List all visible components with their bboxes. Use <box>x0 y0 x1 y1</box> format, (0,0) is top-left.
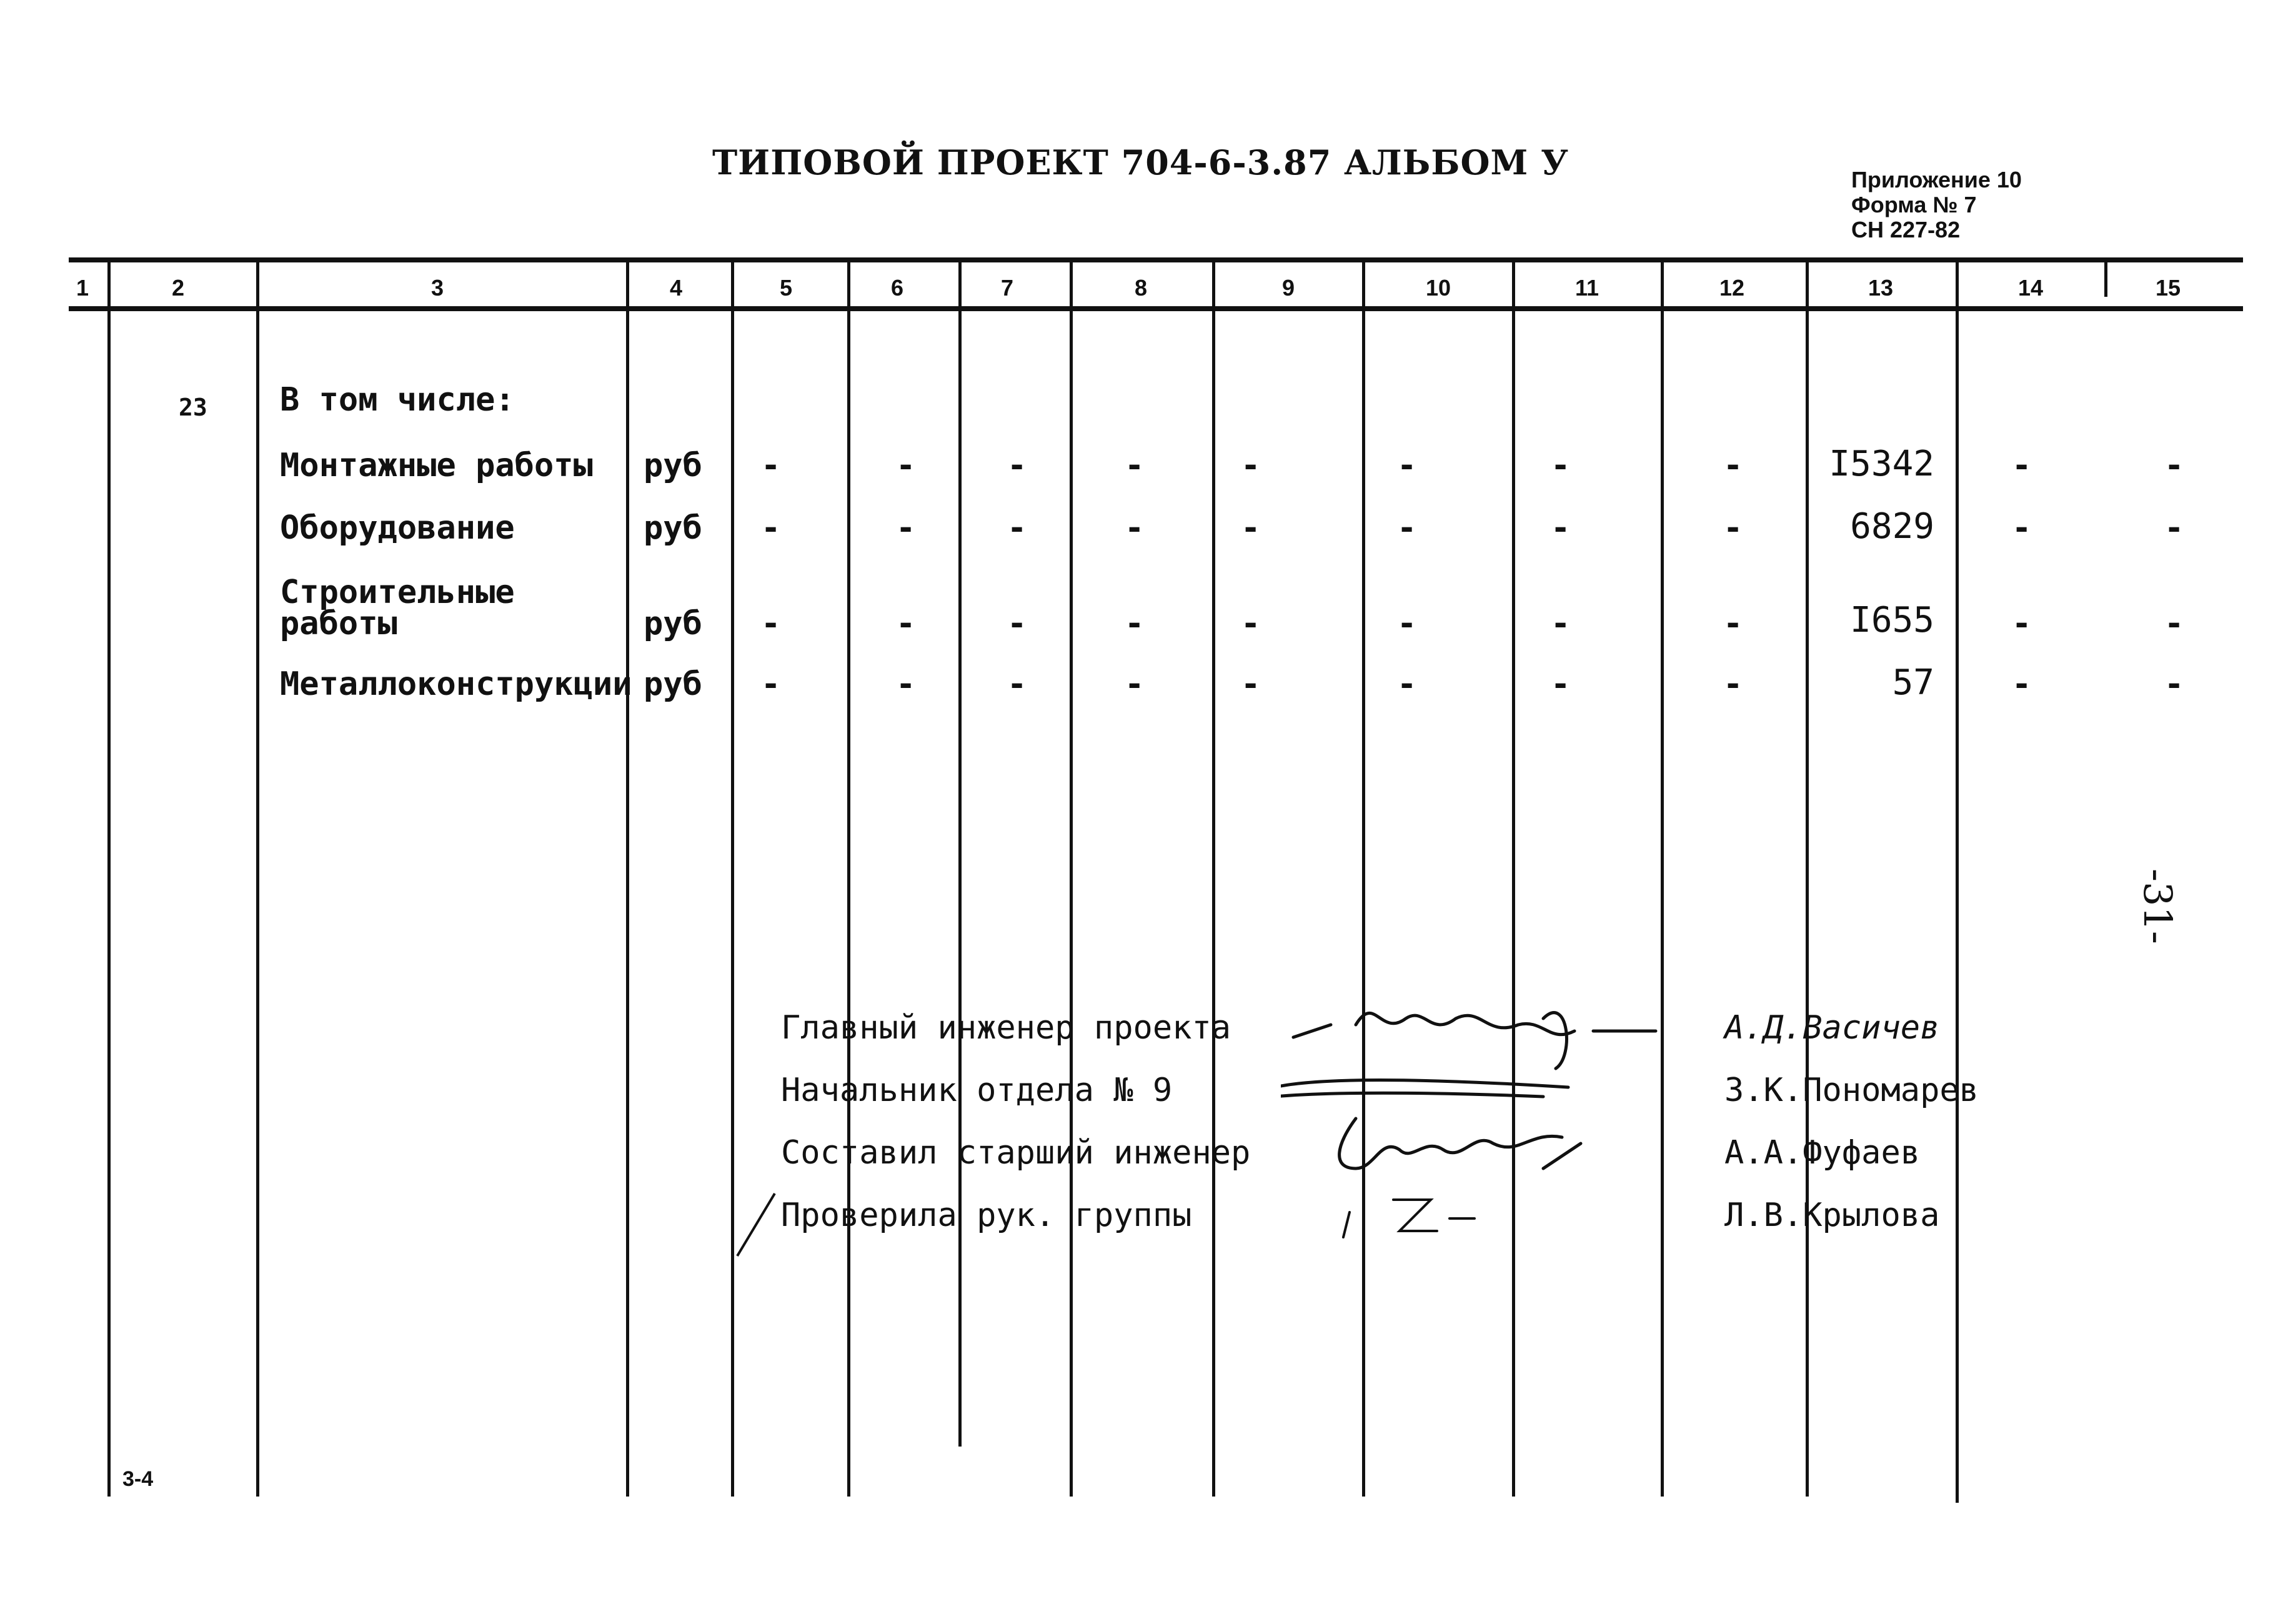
row-dash: - <box>1397 509 1417 547</box>
row-dash: - <box>1551 605 1571 642</box>
row-dash: - <box>1397 605 1417 642</box>
row-unit: руб <box>644 605 702 642</box>
row-dash-col14: - <box>2012 447 2032 484</box>
row-name: Монтажные работы <box>280 447 593 484</box>
row-value-col13: 6829 <box>1850 506 1934 547</box>
row-dash-col15: - <box>2164 605 2184 642</box>
column-divider <box>1362 259 1365 1497</box>
column-number: 2 <box>171 275 185 301</box>
row-name-line1: Строительные <box>280 574 515 611</box>
sheet-code: 3-4 <box>122 1467 154 1491</box>
row-dash: - <box>761 605 781 642</box>
row-dash: - <box>1551 509 1571 547</box>
row-dash: - <box>896 447 916 484</box>
column-number: 4 <box>669 275 683 301</box>
signature-name: А.А.Фуфаев <box>1724 1134 1921 1172</box>
column-number: 7 <box>1000 275 1014 301</box>
row-dash: - <box>1241 605 1261 642</box>
row-value-col13: I655 <box>1850 600 1934 640</box>
column-number: 8 <box>1134 275 1148 301</box>
row-dash: - <box>1723 605 1743 642</box>
row-dash: - <box>1723 665 1743 703</box>
column-number: 9 <box>1281 275 1295 301</box>
row-dash: - <box>1241 665 1261 703</box>
appendix-block <box>1851 167 2022 242</box>
signature-role: Начальник отдела № 9 <box>781 1072 1173 1109</box>
column-divider <box>731 259 734 1497</box>
handwritten-signature <box>1281 981 1668 1193</box>
row-dash: - <box>1551 447 1571 484</box>
standard-line: СН 227-82 <box>1851 217 1961 242</box>
signature-role: Составил старший инженер <box>781 1134 1251 1172</box>
row-value-col13: 57 <box>1892 662 1934 703</box>
row-dash: - <box>1007 605 1027 642</box>
row-dash: - <box>1723 509 1743 547</box>
column-number: 1 <box>76 275 89 301</box>
row-dash: - <box>1007 447 1027 484</box>
signature-name: А.Д.Васичев <box>1724 1009 1940 1047</box>
column-divider <box>1212 259 1215 1497</box>
row-dash: - <box>896 665 916 703</box>
row-name-line2: работы <box>280 605 397 642</box>
row-dash: - <box>1007 665 1027 703</box>
handwritten-initials <box>1337 1175 1525 1250</box>
row-dash: - <box>1397 665 1417 703</box>
column-number: 5 <box>779 275 793 301</box>
column-divider <box>1512 259 1515 1497</box>
row-dash: - <box>1241 447 1261 484</box>
row-dash: - <box>761 509 781 547</box>
row-dash: - <box>1125 509 1145 547</box>
signature-role: Проверила рук. группы <box>781 1197 1192 1234</box>
column-number: 10 <box>1425 275 1451 301</box>
form-line: Форма № 7 <box>1851 192 1977 217</box>
row-dash: - <box>1007 509 1027 547</box>
row-dash: - <box>761 447 781 484</box>
row-dash: - <box>1723 447 1743 484</box>
column-number: 11 <box>1574 275 1599 301</box>
row-dash: - <box>1125 605 1145 642</box>
column-number: 3 <box>430 275 444 301</box>
page-number: -31- <box>2135 869 2181 944</box>
row-dash: - <box>896 605 916 642</box>
row-dash-col15: - <box>2164 665 2184 703</box>
column-divider <box>958 259 962 1447</box>
column-divider <box>847 259 850 1497</box>
table-top-rule <box>69 257 2243 262</box>
header-bottom-rule <box>69 306 2243 311</box>
row-dash: - <box>1125 665 1145 703</box>
column-divider <box>626 259 629 1497</box>
row-unit: руб <box>644 447 702 484</box>
column-divider <box>1070 259 1073 1497</box>
column-divider <box>1956 259 1959 1503</box>
row-dash: - <box>1551 665 1571 703</box>
row-dash-col14: - <box>2012 509 2032 547</box>
row-dash: - <box>1125 447 1145 484</box>
signature-name: З.К.Пономарев <box>1724 1072 1979 1109</box>
row-name: Оборудование <box>280 509 515 547</box>
row-dash: - <box>896 509 916 547</box>
column-divider <box>2104 259 2107 297</box>
row-dash-col14: - <box>2012 665 2032 703</box>
column-number: 13 <box>1868 275 1894 301</box>
column-number: 12 <box>1719 275 1745 301</box>
row-dash-col15: - <box>2164 509 2184 547</box>
row-name: Металлоконструкции <box>280 665 632 703</box>
check-slash <box>731 1187 781 1262</box>
column-divider <box>1661 259 1664 1497</box>
row-unit: руб <box>644 509 702 547</box>
signature-name: Л.В.Крылова <box>1724 1197 1940 1234</box>
section-heading: В том числе: <box>280 381 515 419</box>
row-value-col13: I5342 <box>1829 444 1934 484</box>
row-unit: руб <box>644 665 702 703</box>
row-dash-col14: - <box>2012 605 2032 642</box>
column-number: 14 <box>2017 275 2044 301</box>
column-number: 15 <box>2155 275 2181 301</box>
appendix-line: Приложение 10 <box>1851 167 2022 192</box>
row-marker: 23 <box>179 394 207 421</box>
row-dash: - <box>1397 447 1417 484</box>
row-dash: - <box>1241 509 1261 547</box>
document-title: ТИПОВОЙ ПРОЕКТ 704-6-3.87 АЛЬБОМ У <box>712 142 1569 182</box>
row-dash-col15: - <box>2164 447 2184 484</box>
column-number: 6 <box>890 275 904 301</box>
column-divider <box>107 259 111 1497</box>
row-dash: - <box>761 665 781 703</box>
signature-role: Главный инженер проекта <box>781 1009 1231 1047</box>
column-divider <box>256 259 259 1497</box>
